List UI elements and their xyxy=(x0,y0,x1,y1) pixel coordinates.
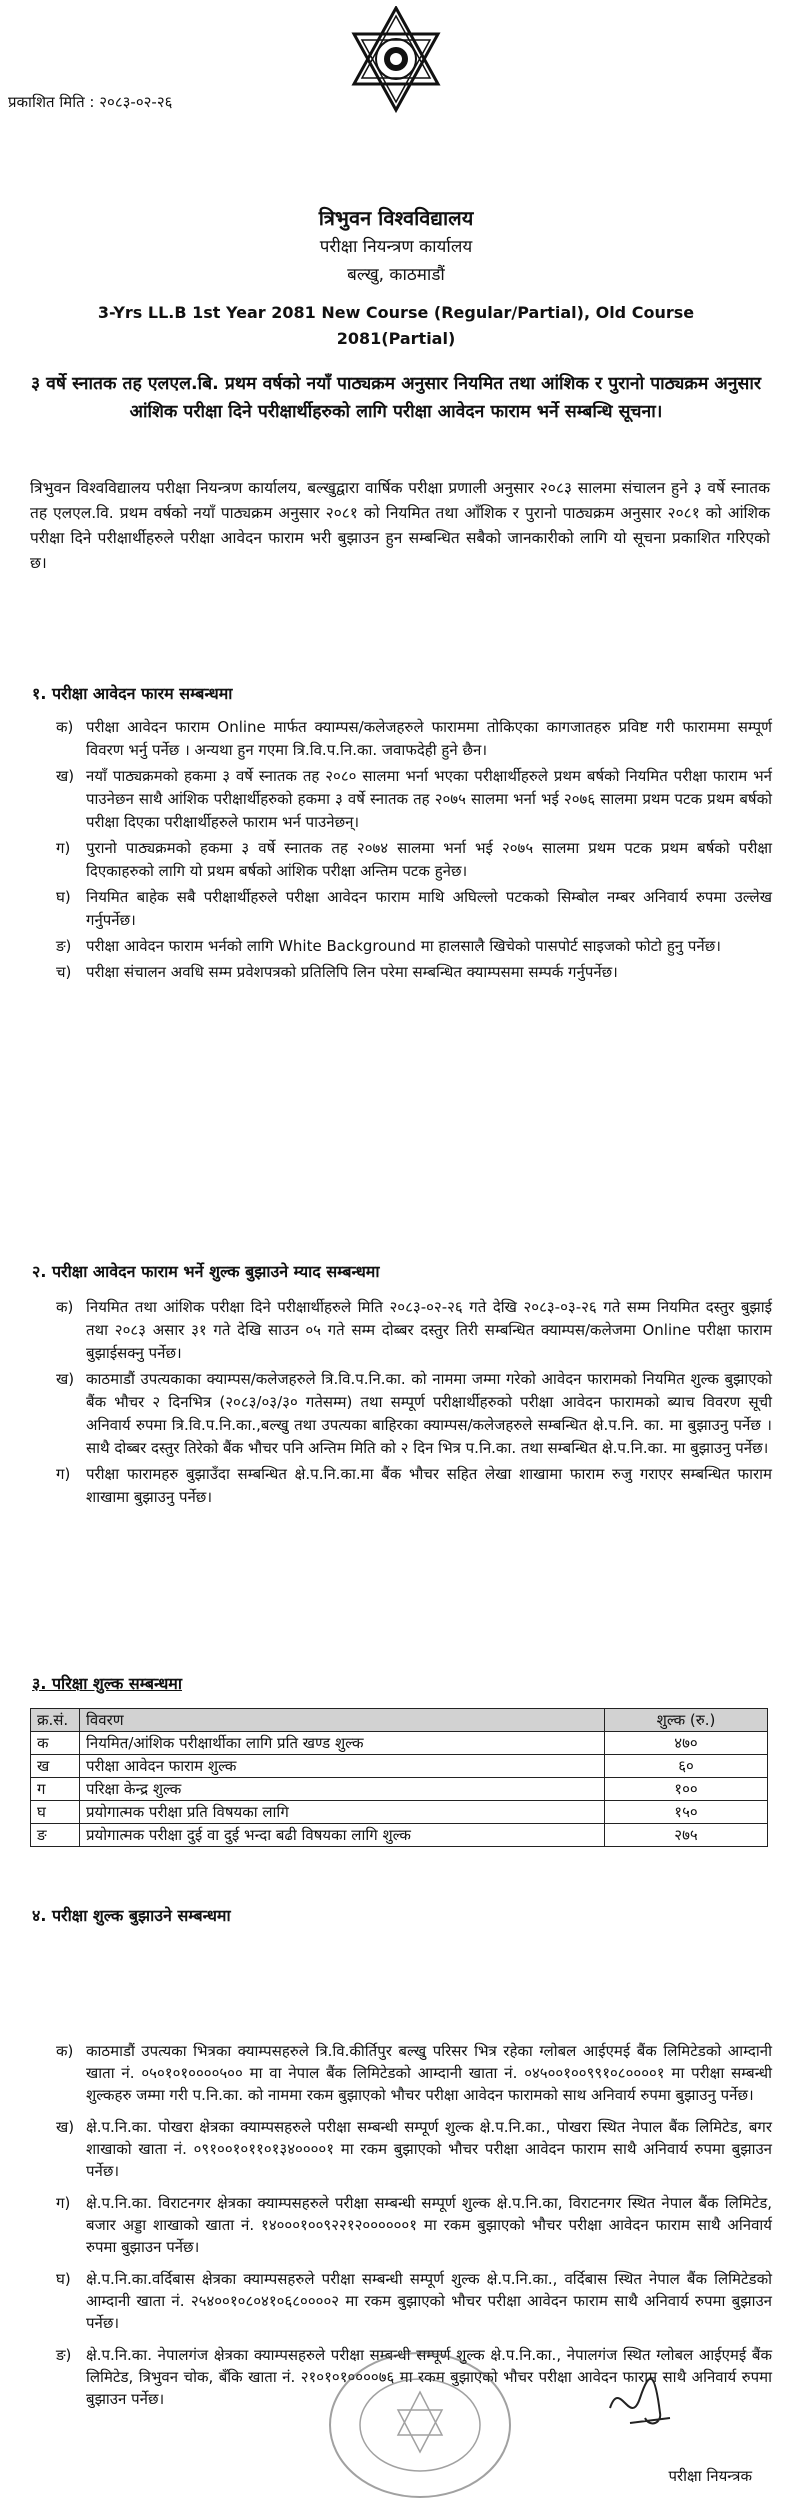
item-marker: ख) xyxy=(56,767,75,785)
course-title-line-1: 3-Yrs LL.B 1st Year 2081 New Course (Regular/Partial), Old Course xyxy=(97,303,695,322)
office-seal-stamp-icon xyxy=(320,2340,520,2510)
row-serial: ग xyxy=(31,1778,80,1801)
intro-paragraph: त्रिभुवन विश्वविद्यालय परीक्षा नियन्त्रण कार्यालय, बल्खुद्वारा वार्षिक परीक्षा प्रणाली अनुसार २०८३ सालमा संचालन हुने ३ वर्षे स्नातक तह एलएल.वि. प्रथम वर्षको नयाँ पाठ्यक्रम अनुसार २०८१ को नियमित तथा आँशिक र पुरानो पाठ्यक्रम अनुसार २०८१ को आंशिक परीक्षा दिने परीक्षार्थीहरुले परीक्षा आवेदन फाराम भरी बुझाउन हुन सम्बन्धित सबैको जानकारीको लागि यो सूचना प्रकाशित गरिएको छ। xyxy=(30,479,770,572)
row-description: प्रयोगात्मक परीक्षा प्रति विषयका लागि xyxy=(80,1801,605,1824)
item-text: परीक्षा संचालन अवधि सम्म प्रवेशपत्रको प्रतिलिपि लिन परेमा सम्बन्धित क्याम्पसमा सम्पर्क गर्नुपर्नेछ। xyxy=(86,963,618,981)
published-date: प्रकाशित मिति : २०८३-०२-२६ xyxy=(8,93,173,111)
table-header-row xyxy=(31,1709,768,1732)
list-item xyxy=(56,961,772,984)
row-description: प्रयोगात्मक परीक्षा दुई वा दुई भन्दा बढी विषयका लागि शुल्क xyxy=(80,1824,605,1847)
item-text: क्षे.प.नि.का. नेपालगंज क्षेत्रका क्याम्पसहरुले परीक्षा सम्बन्धी सम्पूर्ण शुल्क क्षे.प.नि.का., नेपालगंज स्थित ग्लोबल आईएमई बैंक लिमिटेड, त्रिभुवन चोक, बँकि खाता नं. २१०१०१००००७६ मा रकम बुझाएको भौचर परीक्षा आवेदन फाराम साथै अनिवार्य रुपमा बुझाउन पर्नेछ। xyxy=(86,2346,772,2408)
table-row xyxy=(31,1732,768,1755)
section-3-heading: ३. परिक्षा शुल्क सम्बन्धमा xyxy=(32,1674,183,1693)
list-item xyxy=(56,1296,772,1365)
course-title-line-2: 2081(Partial) xyxy=(336,329,456,348)
item-text: परीक्षा आवेदन फाराम Online मार्फत क्याम्पस/कलेजहरुले फाराममा तोकिएका कागजातहरु प्रविष्ट गरी फाराममा सम्पूर्ण विवरण भर्नु पर्नेछ । अन्यथा हुन गएमा त्रि.वि.प.नि.का. जवाफदेही हुने छैन। xyxy=(86,718,772,759)
item-marker: ग) xyxy=(56,839,71,857)
item-text: परीक्षा आवेदन फाराम भर्नको लागि White Background मा हालसालै खिचेको पासपोर्ट साइजको फोटो हुनु पर्नेछ। xyxy=(86,937,721,955)
item-marker: घ) xyxy=(56,888,71,906)
item-marker: च) xyxy=(56,963,72,981)
item-marker: ग) xyxy=(56,1465,71,1483)
signatory-title: परीक्षा नियन्त्रक xyxy=(668,2467,752,2485)
list-item xyxy=(56,716,772,762)
item-text: परीक्षा फारामहरु बुझाउँदा सम्बन्धित क्षे.प.नि.का.मा बैंक भौचर सहित लेखा शाखामा फाराम रुजु गराएर सम्बन्धित फाराम शाखामा बुझाउनु पर्नेछ। xyxy=(86,1465,772,1506)
university-emblem-icon xyxy=(350,6,442,186)
column-header: क्र.सं. xyxy=(31,1709,80,1732)
table-row xyxy=(31,1778,768,1801)
row-description: परीक्षा आवेदन फाराम शुल्क xyxy=(80,1755,605,1778)
item-marker: ग) xyxy=(56,2194,71,2212)
item-text: काठमाडौं उपत्यकाका क्याम्पस/कलेजहरुले त्रि.वि.प.नि.का. को नाममा जम्मा गरेको आवेदन फारामको नियमित शुल्क बुझाएको बैंक भौचर २ दिनभित्र (२०८३/०३/३० गतेसम्म) तथा सम्पूर्ण परीक्षार्थीहरुको परीक्षा आवेदन फारामको ब्याच विवरण सूची अनिवार्य रुपमा त्रि.वि.प.नि.का.,बल्खु तथा उपत्यका बाहिरका क्याम्पस/कलेजहरुले सम्बन्धित क्षे.प.नि. का. मा बुझाउनु पर्नेछ । साथै दोब्बर दस्तुर तिरेको बैंक भौचर पनि अन्तिम मिति को २ दिन भित्र प.नि.का. तथा सम्बन्धित क्षे.प.नि.का. मा बुझाउनु पर्नेछ। xyxy=(86,1370,772,1457)
row-fee: १०० xyxy=(605,1778,768,1801)
table-row xyxy=(31,1755,768,1778)
list-item xyxy=(56,2116,772,2182)
item-marker: ख) xyxy=(56,2118,75,2136)
item-text: पुरानो पाठ्यक्रमको हकमा ३ वर्षे स्नातक तह २०७४ सालमा भर्ना भई २०७५ सालमा प्रथम पटक प्रथम बर्षको परीक्षा दिएकाहरुको लागि यो प्रथम बर्षको आंशिक परीक्षा अन्तिम पटक हुनेछ। xyxy=(86,839,772,880)
row-serial: क xyxy=(31,1732,80,1755)
signature-mark-icon xyxy=(600,2368,680,2438)
row-fee: २७५ xyxy=(605,1824,768,1847)
row-serial: घ xyxy=(31,1801,80,1824)
course-title xyxy=(90,300,702,352)
section-1-heading: १. परीक्षा आवेदन फारम सम्बन्धमा xyxy=(32,684,233,703)
table-row xyxy=(31,1824,768,1847)
row-fee: १५० xyxy=(605,1801,768,1824)
university-name: त्रिभुवन विश्वविद्यालय xyxy=(318,206,474,230)
item-text: नियमित बाहेक सबै परीक्षार्थीहरुले परीक्षा आवेदन फाराम माथि अघिल्लो पटकको सिम्बोल नम्बर अनिवार्य रुपमा उल्लेख गर्नुपर्नेछ। xyxy=(86,888,772,929)
list-item xyxy=(56,1463,772,1509)
item-marker: क) xyxy=(56,1298,74,1316)
list-item xyxy=(56,2040,772,2106)
item-marker: घ) xyxy=(56,2270,71,2288)
item-text: नयाँ पाठ्यक्रमको हकमा ३ वर्षे स्नातक तह २०८० सालमा भर्ना भएका परीक्षार्थीहरुले प्रथम बर्षको नियमित परीक्षा फाराम भर्न पाउनेछन साथै आंशिक परीक्षार्थीहरुको हकमा ३ वर्षे स्नातक तह २०७५ सालमा भर्ना भई २०७६ सालमा प्रथम पटक प्रथम बर्षको परीक्षा दिएका परीक्षार्थीहरुले फाराम भर्न पाउनेछन्। xyxy=(86,767,772,831)
section-2-list xyxy=(56,1296,772,1512)
section-1-list xyxy=(56,716,772,987)
list-item xyxy=(56,935,772,958)
item-marker: ख) xyxy=(56,1370,75,1388)
list-item xyxy=(56,886,772,932)
office-name: परीक्षा नियन्त्रण कार्यालय xyxy=(319,237,473,257)
office-location: बल्खु, काठमाडौं xyxy=(347,265,445,285)
fee-table xyxy=(30,1708,768,1847)
row-description: परिक्षा केन्द्र शुल्क xyxy=(80,1778,605,1801)
row-serial: ख xyxy=(31,1755,80,1778)
list-item xyxy=(56,837,772,883)
list-item xyxy=(56,1368,772,1460)
row-fee: ६० xyxy=(605,1755,768,1778)
table-row xyxy=(31,1801,768,1824)
column-header: विवरण xyxy=(80,1709,605,1732)
list-item xyxy=(56,2268,772,2334)
column-header: शुल्क (रु.) xyxy=(605,1709,768,1732)
row-description: नियमित/आंशिक परीक्षार्थीका लागि प्रति खण्ड शुल्क xyxy=(80,1732,605,1755)
list-item xyxy=(56,765,772,834)
item-marker: ङ) xyxy=(56,937,72,955)
item-marker: ङ) xyxy=(56,2346,72,2364)
section-4-heading: ४. परीक्षा शुल्क बुझाउने सम्बन्धमा xyxy=(32,1906,231,1925)
item-text: काठमाडौं उपत्यका भित्रका क्याम्पसहरुले त्रि.वि.कीर्तिपुर बल्खु परिसर भित्र रहेका ग्लोबल आईएमई बैंक लिमिटेडको आम्दानी खाता नं. ०५०१०१००००५०० मा वा नेपाल बैंक लिमिटेडको आम्दानी खाता नं. ०४५००१००९९१०८००००१ मा परीक्षा सम्बन्धी शुल्कहरु जम्मा गरी प.नि.का. को नाममा रकम बुझाएको भौचर परीक्षा आवेदन फारामको साथ अनिवार्य रुपमा बुझाउनु पर्नेछ। xyxy=(86,2042,772,2104)
item-text: क्षे.प.नि.का.वर्दिबास क्षेत्रका क्याम्पसहरुले परीक्षा सम्बन्धी सम्पूर्ण शुल्क क्षे.प.नि.का., वर्दिबास स्थित नेपाल बैंक लिमिटेडको आम्दानी खाता नं. २५४००१०८०४१०६८००००२ मा रकम बुझाएको भौचर परीक्षा आवेदन फाराम साथै अनिवार्य रुपमा बुझाउन पर्नेछ। xyxy=(86,2270,772,2332)
item-marker: क) xyxy=(56,2042,74,2060)
list-item xyxy=(56,2192,772,2258)
notice-headline: ३ वर्षे स्नातक तह एलएल.बि. प्रथम वर्षको नयाँ पाठ्यक्रम अनुसार नियमित तथा आंशिक र पुरानो पाठ्यक्रम अनुसार आंशिक परीक्षा दिने परीक्षार्थीहरुको लागि परीक्षा आवेदन फाराम भर्ने सम्बन्धि सूचना। xyxy=(30,374,762,422)
item-text: नियमित तथा आंशिक परीक्षा दिने परीक्षार्थीहरुले मिति २०८३-०२-२६ गते देखि २०८३-०३-२६ गते सम्म नियमित दस्तुर बुझाई तथा २०८३ असार ३१ गते देखि साउन ०५ गते सम्म दोब्बर दस्तुर तिरी सम्बन्धित क्याम्पस/कलेजमा Online परीक्षा फाराम बुझाईसक्नु पर्नेछ। xyxy=(86,1298,772,1362)
item-text: क्षे.प.नि.का. विराटनगर क्षेत्रका क्याम्पसहरुले परीक्षा सम्बन्धी सम्पूर्ण शुल्क क्षे.प.नि.का, विराटनगर स्थित नेपाल बैंक लिमिटेड, बजार अड्डा शाखाको खाता नं. १४०००१००९२२१२००००००१ मा रकम बुझाएको भौचर परीक्षा आवेदन फाराम साथै अनिवार्य रुपमा बुझाउन पर्नेछ। xyxy=(86,2194,772,2256)
row-serial: ङ xyxy=(31,1824,80,1847)
row-fee: ४७० xyxy=(605,1732,768,1755)
section-2-heading: २. परीक्षा आवेदन फाराम भर्ने शुल्क बुझाउने म्याद सम्बन्धमा xyxy=(32,1262,380,1281)
item-marker: क) xyxy=(56,718,74,736)
item-text: क्षे.प.नि.का. पोखरा क्षेत्रका क्याम्पसहरुले परीक्षा सम्बन्धी सम्पूर्ण शुल्क क्षे.प.नि.का., पोखरा स्थित नेपाल बैंक लिमिटेड, बगर शाखाको खाता नं. ०९१००१०११०१३४००००१ मा रकम बुझाएको भौचर परीक्षा आवेदन फाराम साथै अनिवार्य रुपमा बुझाउन पर्नेछ। xyxy=(86,2118,772,2180)
